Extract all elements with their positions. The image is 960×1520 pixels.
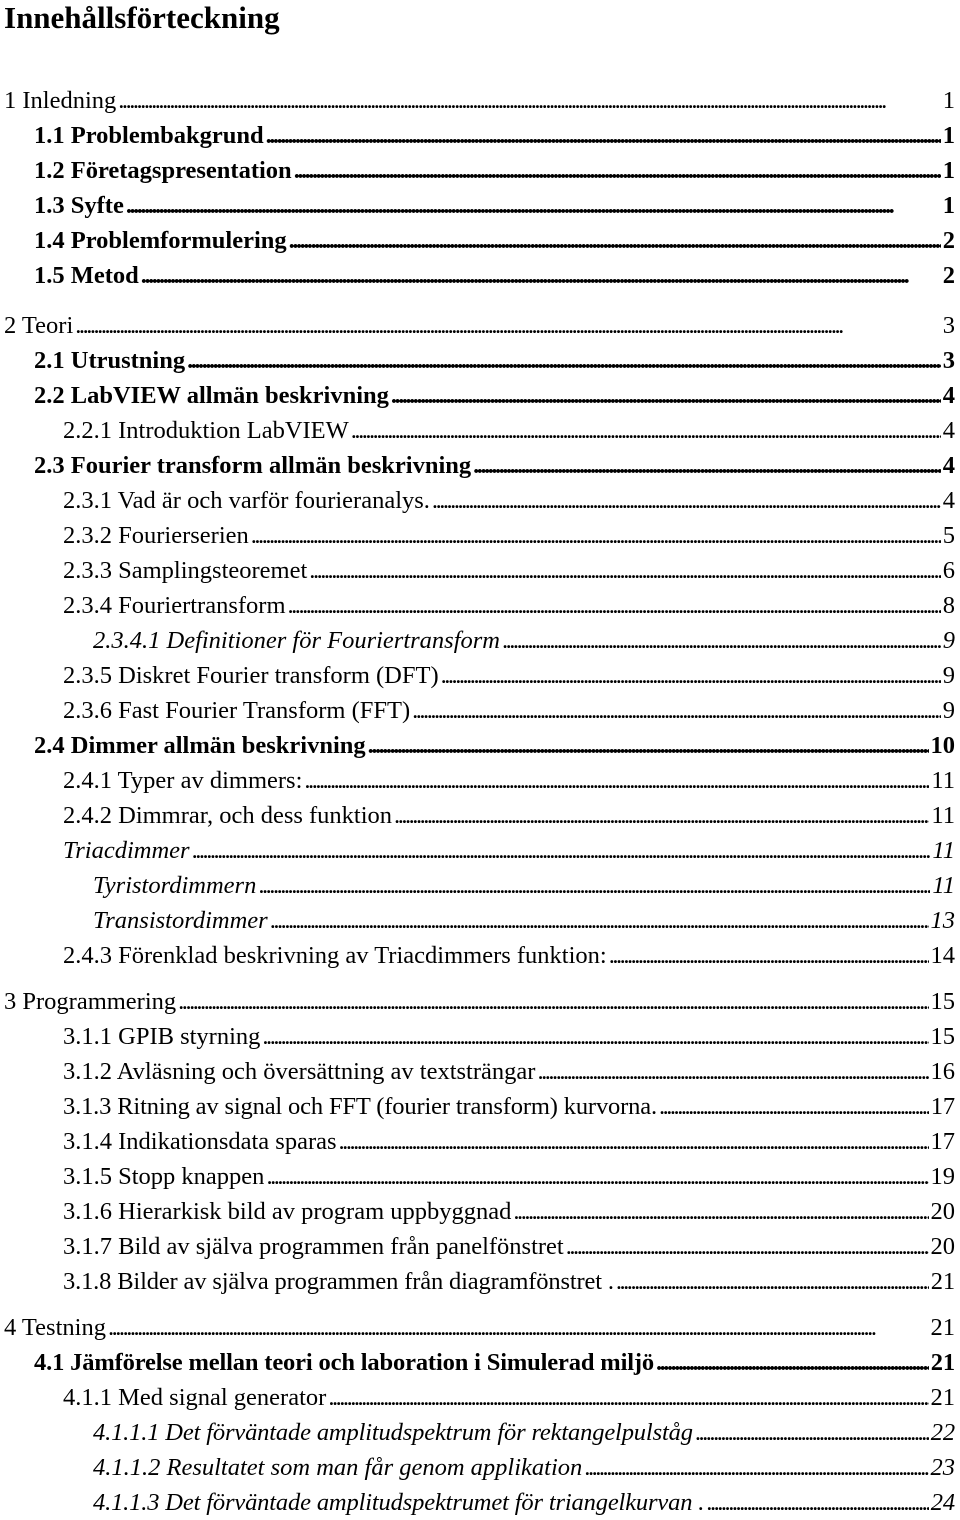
toc-entry[interactable] (34, 259, 955, 293)
toc-entry[interactable] (34, 379, 955, 413)
dot-leader (270, 904, 929, 938)
toc-heading: Innehållsförteckning (4, 0, 280, 35)
toc-entry[interactable] (93, 1416, 955, 1450)
toc-entry[interactable] (4, 1311, 955, 1345)
toc-entry-title: 1 Inledning (4, 87, 117, 114)
toc-entry[interactable] (63, 799, 955, 833)
toc-entry-title: 2.3.4.1 Definitioner för Fouriertransform (93, 627, 500, 654)
toc-entry-title: 4.1.1.1 Det förväntade amplitudspektrum för rektangelpulståg (93, 1419, 693, 1446)
toc-entry[interactable] (63, 1125, 955, 1159)
toc-entry[interactable] (34, 224, 955, 258)
toc-page-number: 2 (942, 262, 955, 289)
dot-leader (187, 344, 941, 378)
toc-page-number: 4 (942, 487, 955, 514)
dot-leader (695, 1416, 929, 1450)
toc-entry[interactable] (63, 939, 955, 973)
toc-entry[interactable] (63, 1195, 955, 1229)
dot-leader (656, 1346, 929, 1380)
toc-entry-title: 2.4.2 Dimmrar, och dess funktion (63, 802, 393, 829)
toc-page-number: 5 (942, 522, 955, 549)
toc-page-number: 9 (942, 697, 955, 724)
toc-entry[interactable] (63, 414, 955, 448)
toc-entry-title: 2.1 Utrustning (34, 347, 186, 374)
dot-leader (368, 729, 929, 763)
toc-entry[interactable] (34, 1346, 955, 1380)
toc-page-number: 21 (930, 1349, 955, 1376)
toc-entry[interactable] (93, 904, 955, 938)
toc-entry-title: 2.4 Dimmer allmän beskrivning (34, 732, 366, 759)
dot-leader (537, 1055, 928, 1089)
toc-entry[interactable] (63, 589, 955, 623)
dot-leader (289, 224, 941, 258)
toc-entry-title: 2.3.3 Samplingsteoremet (63, 557, 308, 584)
dot-leader (126, 189, 941, 223)
toc-page-number: 4 (942, 452, 955, 479)
toc-page-number: 1 (942, 157, 955, 184)
dot-leader (262, 1020, 928, 1054)
toc-entry-title: 1.4 Problemformulering (34, 227, 287, 254)
dot-leader (108, 1311, 929, 1345)
dot-leader (394, 799, 929, 833)
toc-page-number: 11 (931, 767, 955, 794)
dot-leader (251, 519, 941, 553)
toc-entry-title: 2.3.4 Fouriertransform (63, 592, 286, 619)
toc-page-number: 8 (942, 592, 955, 619)
toc-entry[interactable] (63, 519, 955, 553)
toc-entry[interactable] (34, 344, 955, 378)
dot-leader (566, 1230, 929, 1264)
toc-entry-title: 2.4.3 Förenklad beskrivning av Triacdimmers funktion: (63, 942, 607, 969)
toc-entry[interactable] (63, 1020, 955, 1054)
toc-entry[interactable] (63, 1090, 955, 1124)
toc-page-number: 11 (931, 802, 955, 829)
dot-leader (412, 694, 941, 728)
toc-entry-title: Tyristordimmern (93, 872, 257, 899)
toc-entry-title: 3.1.2 Avläsning och översättning av textsträngar (63, 1058, 536, 1085)
toc-entry-title: 4.1 Jämförelse mellan teori och laboration i Simulerad miljö (34, 1349, 654, 1376)
toc-page-number: 16 (930, 1058, 955, 1085)
toc-entry-title: 2 Teori (4, 312, 74, 339)
toc-entry-title: 2.3.5 Diskret Fourier transform (DFT) (63, 662, 439, 689)
toc-entry[interactable] (63, 1381, 955, 1415)
toc-page-number: 14 (930, 942, 955, 969)
toc-entry-title: 3 Programmering (4, 988, 177, 1015)
toc-page-number: 24 (930, 1489, 955, 1516)
toc-entry[interactable] (34, 154, 955, 188)
toc-page-number: 11 (932, 872, 955, 899)
dot-leader (584, 1451, 928, 1485)
toc-entry-title: 3.1.7 Bild av själva programmen från panelfönstret (63, 1233, 564, 1260)
dot-leader (513, 1195, 928, 1229)
toc-entry-title: 2.3.1 Vad är och varför fourieranalys. (63, 487, 430, 514)
toc-entry-title: 2.3.6 Fast Fourier Transform (FFT) (63, 697, 411, 724)
toc-entry-title: 1.5 Metod (34, 262, 139, 289)
toc-page-number: 2 (942, 227, 955, 254)
toc-entry-title: 4.1.1.3 Det förväntade amplitudspektrumet för triangelkurvan . (93, 1489, 705, 1516)
toc-entry[interactable] (63, 1230, 955, 1264)
toc-entry-title: 2.3 Fourier transform allmän beskrivning (34, 452, 472, 479)
toc-entry[interactable] (93, 1486, 955, 1520)
toc-entry[interactable] (34, 449, 955, 483)
toc-entry[interactable] (63, 484, 955, 518)
toc-entry[interactable] (34, 189, 955, 223)
toc-entry[interactable] (34, 119, 955, 153)
dot-leader (118, 84, 940, 118)
dot-leader (141, 259, 941, 293)
toc-entry[interactable] (93, 1451, 955, 1485)
toc-entry-title: Triacdimmer (63, 837, 190, 864)
toc-entry[interactable] (63, 764, 955, 798)
toc-page-number: 1 (942, 192, 955, 219)
toc-page-number: 22 (930, 1419, 955, 1446)
toc-page-number: 3 (942, 347, 955, 374)
toc-entry[interactable] (63, 694, 955, 728)
dot-leader (659, 1090, 929, 1124)
toc-entry[interactable] (4, 309, 955, 343)
toc-page-number: 9 (942, 662, 955, 689)
toc-entry[interactable] (4, 84, 955, 118)
toc-page-number: 20 (930, 1198, 955, 1225)
toc-page-number: 17 (930, 1128, 955, 1155)
toc-page-number: 3 (942, 312, 955, 339)
toc-page-number: 1 (942, 87, 955, 114)
dot-leader (304, 764, 929, 798)
toc-page-number: 17 (930, 1093, 955, 1120)
dot-leader (75, 309, 940, 343)
toc-page-number: 23 (930, 1454, 955, 1481)
toc-page-number: 21 (930, 1314, 955, 1341)
toc-page-number: 21 (930, 1384, 955, 1411)
toc-page-number: 20 (930, 1233, 955, 1260)
toc-entry[interactable] (63, 834, 955, 868)
dot-leader (178, 985, 928, 1019)
dot-leader (706, 1486, 929, 1520)
toc-entry-title: 3.1.3 Ritning av signal och FFT (fourier transform) kurvorna. (63, 1093, 657, 1120)
toc-page-number: 11 (932, 837, 955, 864)
toc-entry-title: 2.2.1 Introduktion LabVIEW (63, 417, 349, 444)
toc-entry[interactable] (63, 554, 955, 588)
toc-entry[interactable] (93, 869, 955, 903)
dot-leader (616, 1265, 929, 1299)
dot-leader (432, 484, 941, 518)
toc-page-number: 4 (942, 417, 955, 444)
toc-entry-title: 2.3.2 Fourierserien (63, 522, 249, 549)
toc-page-number: 21 (930, 1268, 955, 1295)
toc-entry[interactable] (4, 985, 955, 1019)
dot-leader (266, 1160, 928, 1194)
toc-page-number: 10 (930, 732, 955, 759)
toc-entry-title: 3.1.6 Hierarkisk bild av program uppbyggnad (63, 1198, 512, 1225)
dot-leader (609, 939, 929, 973)
toc-entry[interactable] (34, 729, 955, 763)
dot-leader (258, 869, 930, 903)
toc-entry[interactable] (63, 1160, 955, 1194)
toc-entry-title: 1.3 Syfte (34, 192, 124, 219)
toc-page-number: 15 (930, 988, 955, 1015)
dot-leader (339, 1125, 929, 1159)
toc-entry-title: 3.1.1 GPIB styrning (63, 1023, 261, 1050)
toc-entry[interactable] (63, 1265, 955, 1299)
toc-entry[interactable] (63, 659, 955, 693)
dot-leader (502, 624, 941, 658)
toc-entry-title: 1.1 Problembakgrund (34, 122, 264, 149)
toc-page-number: 1 (942, 122, 955, 149)
toc-entry-title: 4 Testning (4, 1314, 106, 1341)
toc-entry-title: 2.4.1 Typer av dimmers: (63, 767, 303, 794)
dot-leader (473, 449, 941, 483)
dot-leader (328, 1381, 928, 1415)
dot-leader (266, 119, 941, 153)
dot-leader (309, 554, 940, 588)
dot-leader (294, 154, 941, 188)
toc-entry-title: 2.2 LabVIEW allmän beskrivning (34, 382, 389, 409)
dot-leader (351, 414, 941, 448)
toc-entry-title: 3.1.5 Stopp knappen (63, 1163, 265, 1190)
toc-page-number: 19 (930, 1163, 955, 1190)
toc-entry-title: Transistordimmer (93, 907, 268, 934)
toc-entry[interactable] (63, 1055, 955, 1089)
toc-page-number: 13 (930, 907, 955, 934)
dot-leader (441, 659, 941, 693)
toc-entry-title: 4.1.1.2 Resultatet som man får genom applikation (93, 1454, 583, 1481)
dot-leader (391, 379, 941, 413)
toc-entry-title: 3.1.8 Bilder av själva programmen från diagramfönstret . (63, 1268, 614, 1295)
toc-page-number: 4 (942, 382, 955, 409)
dot-leader (288, 589, 941, 623)
toc-entry-title: 1.2 Företagspresentation (34, 157, 292, 184)
toc-entry-title: 4.1.1 Med signal generator (63, 1384, 327, 1411)
dot-leader (192, 834, 931, 868)
toc-entry-title: 3.1.4 Indikationsdata sparas (63, 1128, 337, 1155)
toc-page-number: 6 (942, 557, 955, 584)
toc-page-number: 15 (930, 1023, 955, 1050)
toc-page-number: 9 (942, 627, 955, 654)
toc-entry[interactable] (93, 624, 955, 658)
